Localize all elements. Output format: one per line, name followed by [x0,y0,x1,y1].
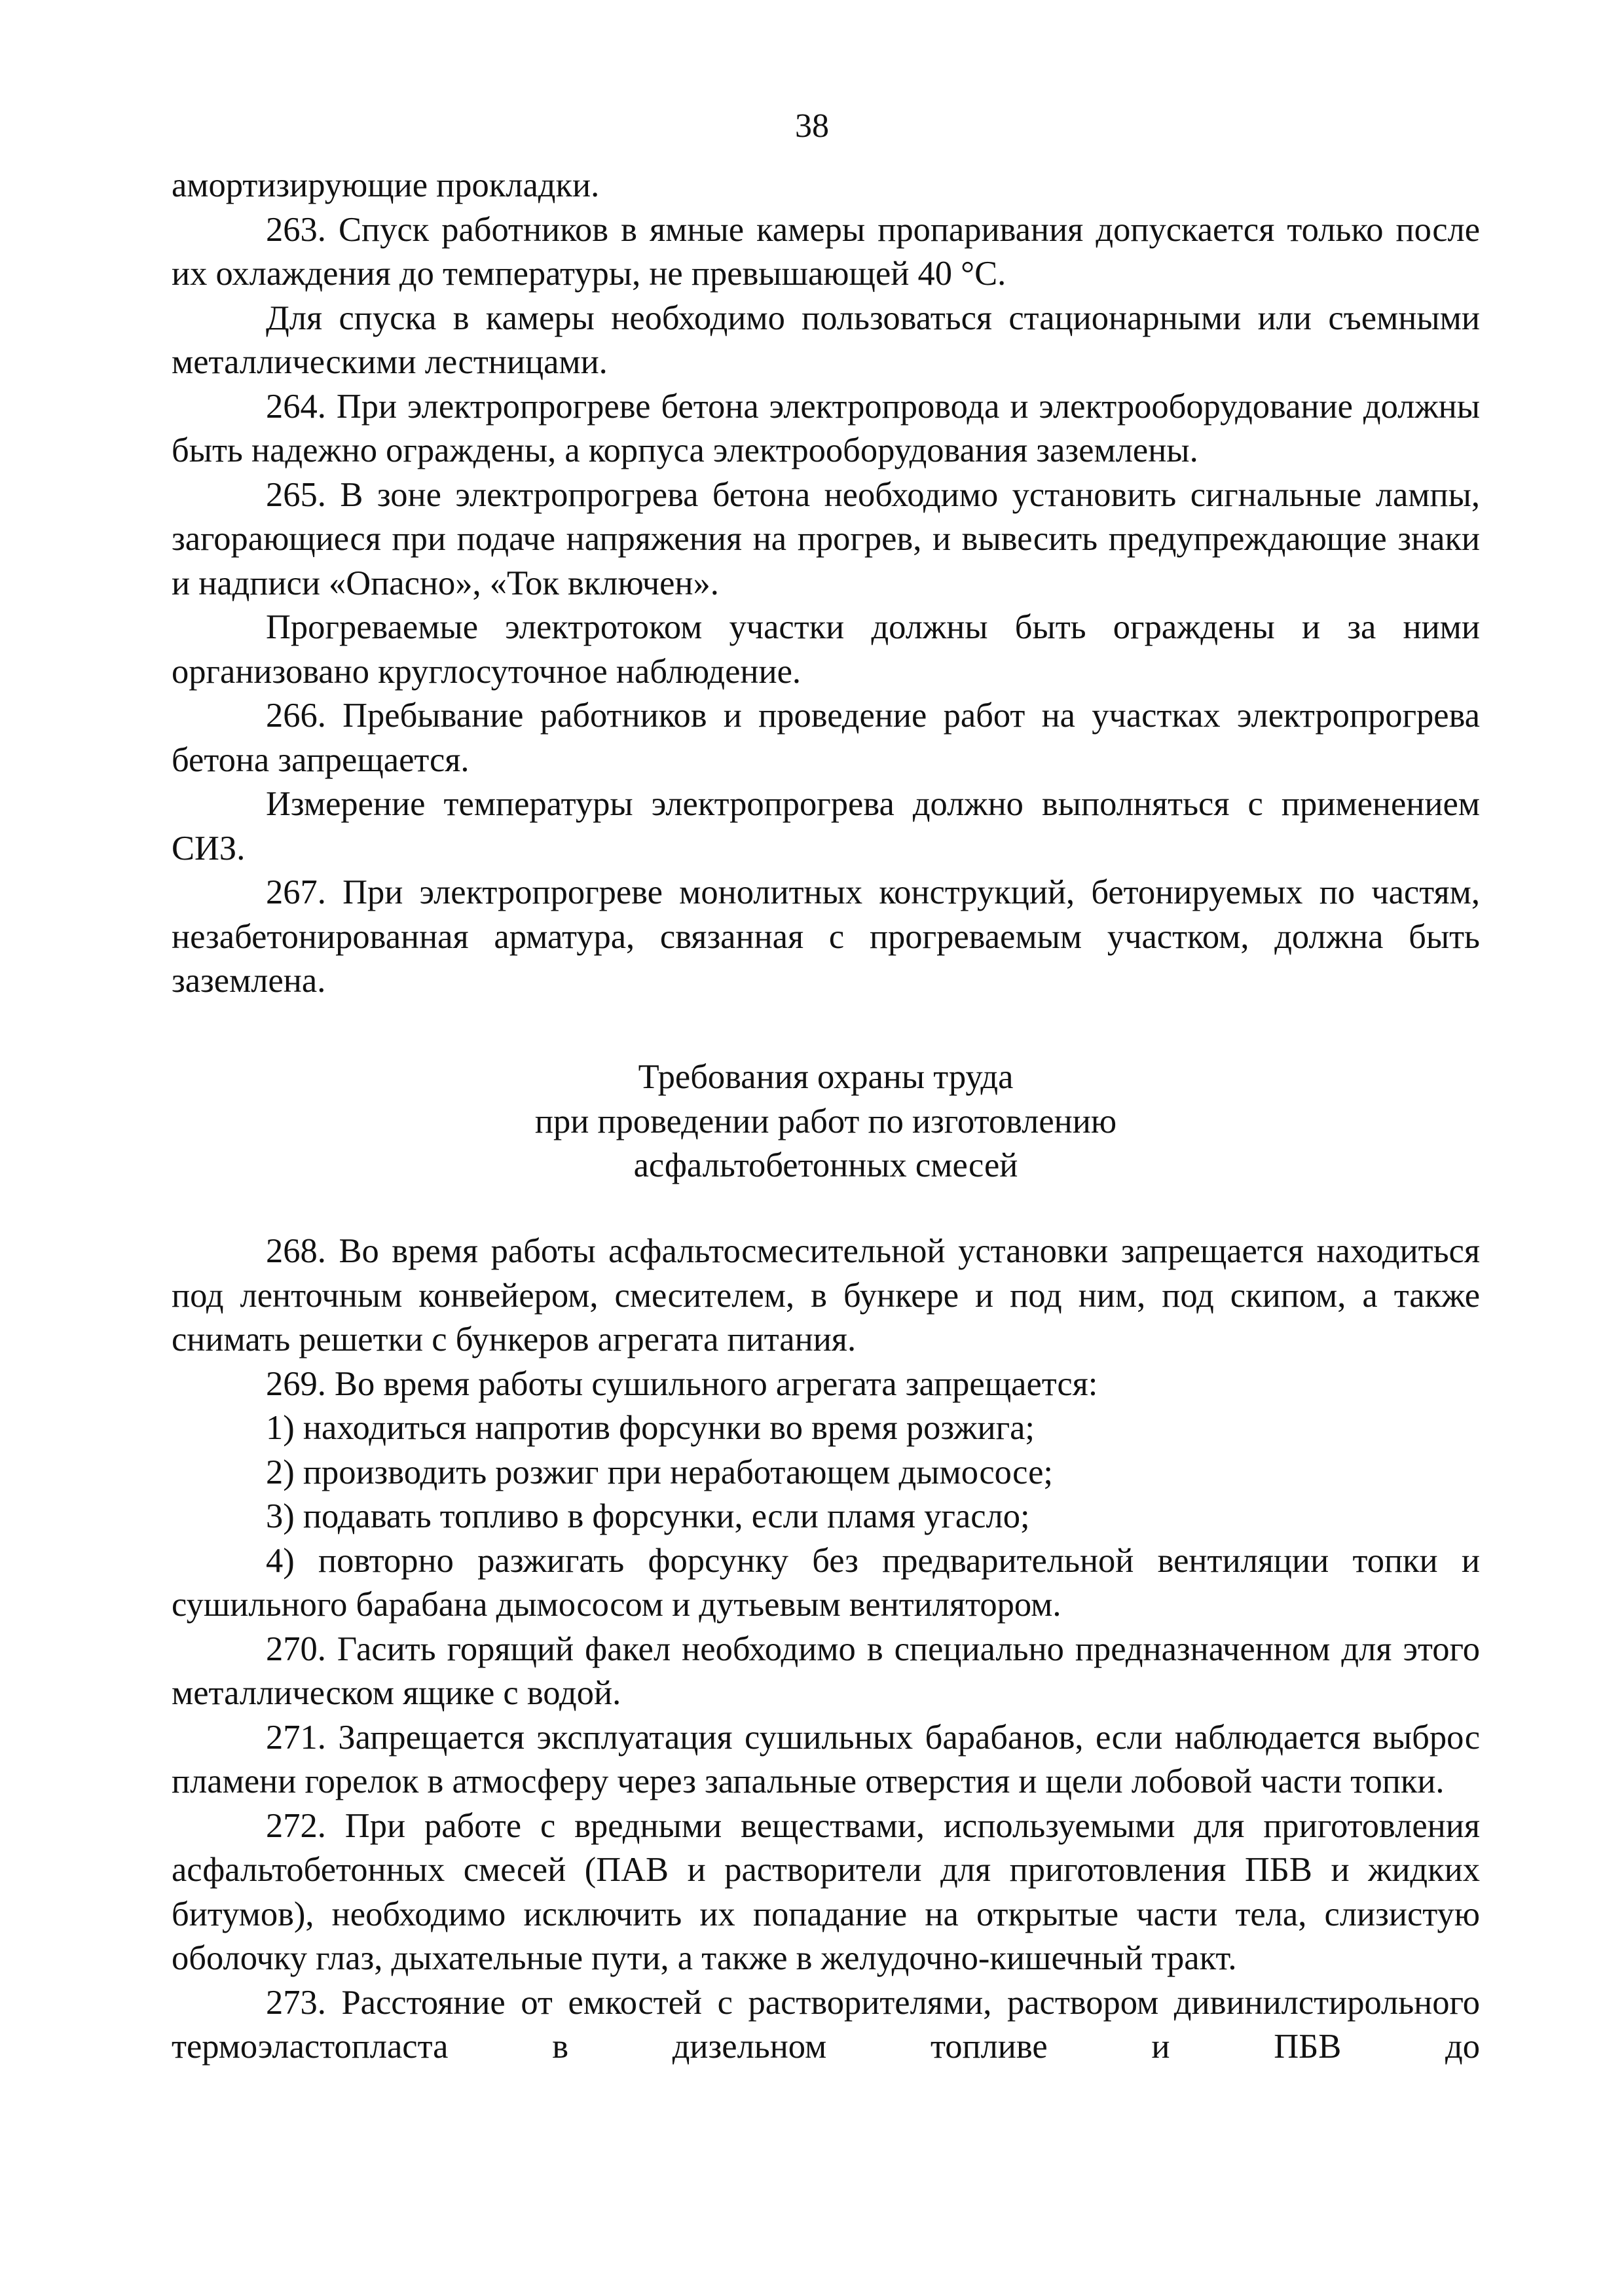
paragraph-267: 267. При электропрогреве монолитных конструкций, бетонируемых по частям, незабетонированная арматура, связанная с прогреваемым участком, должна быть заземлена. [172,873,1480,1000]
paragraph-266-measurement: Измерение температуры электропрогрева должно выполняться с применением СИЗ. [172,785,1480,867]
list-item-269-3: 3) подавать топливо в форсунки, если пламя угасло; [266,1497,1030,1535]
paragraph-265-fencing: Прогреваемые электротоком участки должны быть ограждены и за ними организовано круглосуточное наблюдение. [172,608,1480,691]
paragraph-265: 265. В зоне электропрогрева бетона необходимо установить сигнальные лампы, загорающиеся при подаче напряжения на прогрев, и вывесить предупреждающие знаки и надписи «Опасно», «Ток включен». [172,475,1480,602]
section-heading-line-1: Требования охраны труда [638,1058,1014,1096]
paragraph-continuation: амортизирующие прокладки. [172,166,600,204]
list-item-269-1: 1) находиться напротив форсунки во время розжига; [266,1409,1035,1447]
list-item-269-2: 2) производить розжиг при неработающем дымососе; [266,1453,1054,1491]
paragraph-268: 268. Во время работы асфальтосмесительной установки запрещается находиться под ленточным конвейером, смесителем, в бункере и под ним, под скипом, а также снимать решетки с бункеров агрегата питания. [172,1232,1480,1358]
section-heading-line-2: при проведении работ по изготовлению [534,1102,1117,1140]
paragraph-269: 269. Во время работы сушильного агрегата запрещается: [266,1364,1098,1403]
paragraph-266: 266. Пребывание работников и проведение работ на участках электропрогрева бетона запрещается. [172,697,1480,779]
paragraph-272: 272. При работе с вредными веществами, используемыми для приготовления асфальтобетонных смесей (ПАВ и растворители для приготовления ПБВ и жидких битумов), необходимо исключить их попадание на открытые части тела, слизистую оболочку глаз, дыхательные пути, а также в желудочно-кишечный тракт. [172,1806,1480,1977]
body-text-bottom [172,1230,1480,2069]
section-heading-line-3: асфальтобетонных смесей [633,1146,1018,1184]
page-number: 38 [795,107,829,145]
paragraph-263: 263. Спуск работников в ямные камеры пропаривания допускается только после их охлаждения до температуры, не превышающей 40 °С. [172,210,1480,293]
paragraph-273: 273. Расстояние от емкостей с растворителями, раствором дивинилстирольного термоэластопласта в дизельном топливе и ПБВ до [172,1983,1480,2066]
paragraph-263-ladders: Для спуска в камеры необходимо пользоваться стационарными или съемными металлическими лестницами. [172,299,1480,381]
paragraph-271: 271. Запрещается эксплуатация сушильных барабанов, если наблюдается выброс пламени горелок в атмосферу через запальные отверстия и щели лобовой части топки. [172,1718,1480,1800]
paragraph-264: 264. При электропрогреве бетона электропровода и электрооборудование должны быть надежно ограждены, а корпуса электрооборудования заземлены. [172,387,1480,469]
paragraph-270: 270. Гасить горящий факел необходимо в специально предназначенном для этого металлическом ящике с водой. [172,1630,1480,1712]
section-heading [172,1055,1480,1188]
list-item-269-4: 4) повторно разжигать форсунку без предварительной вентиляции топки и сушильного барабана дымососом и дутьевым вентилятором. [172,1541,1480,1624]
body-text-top [172,164,1480,1004]
